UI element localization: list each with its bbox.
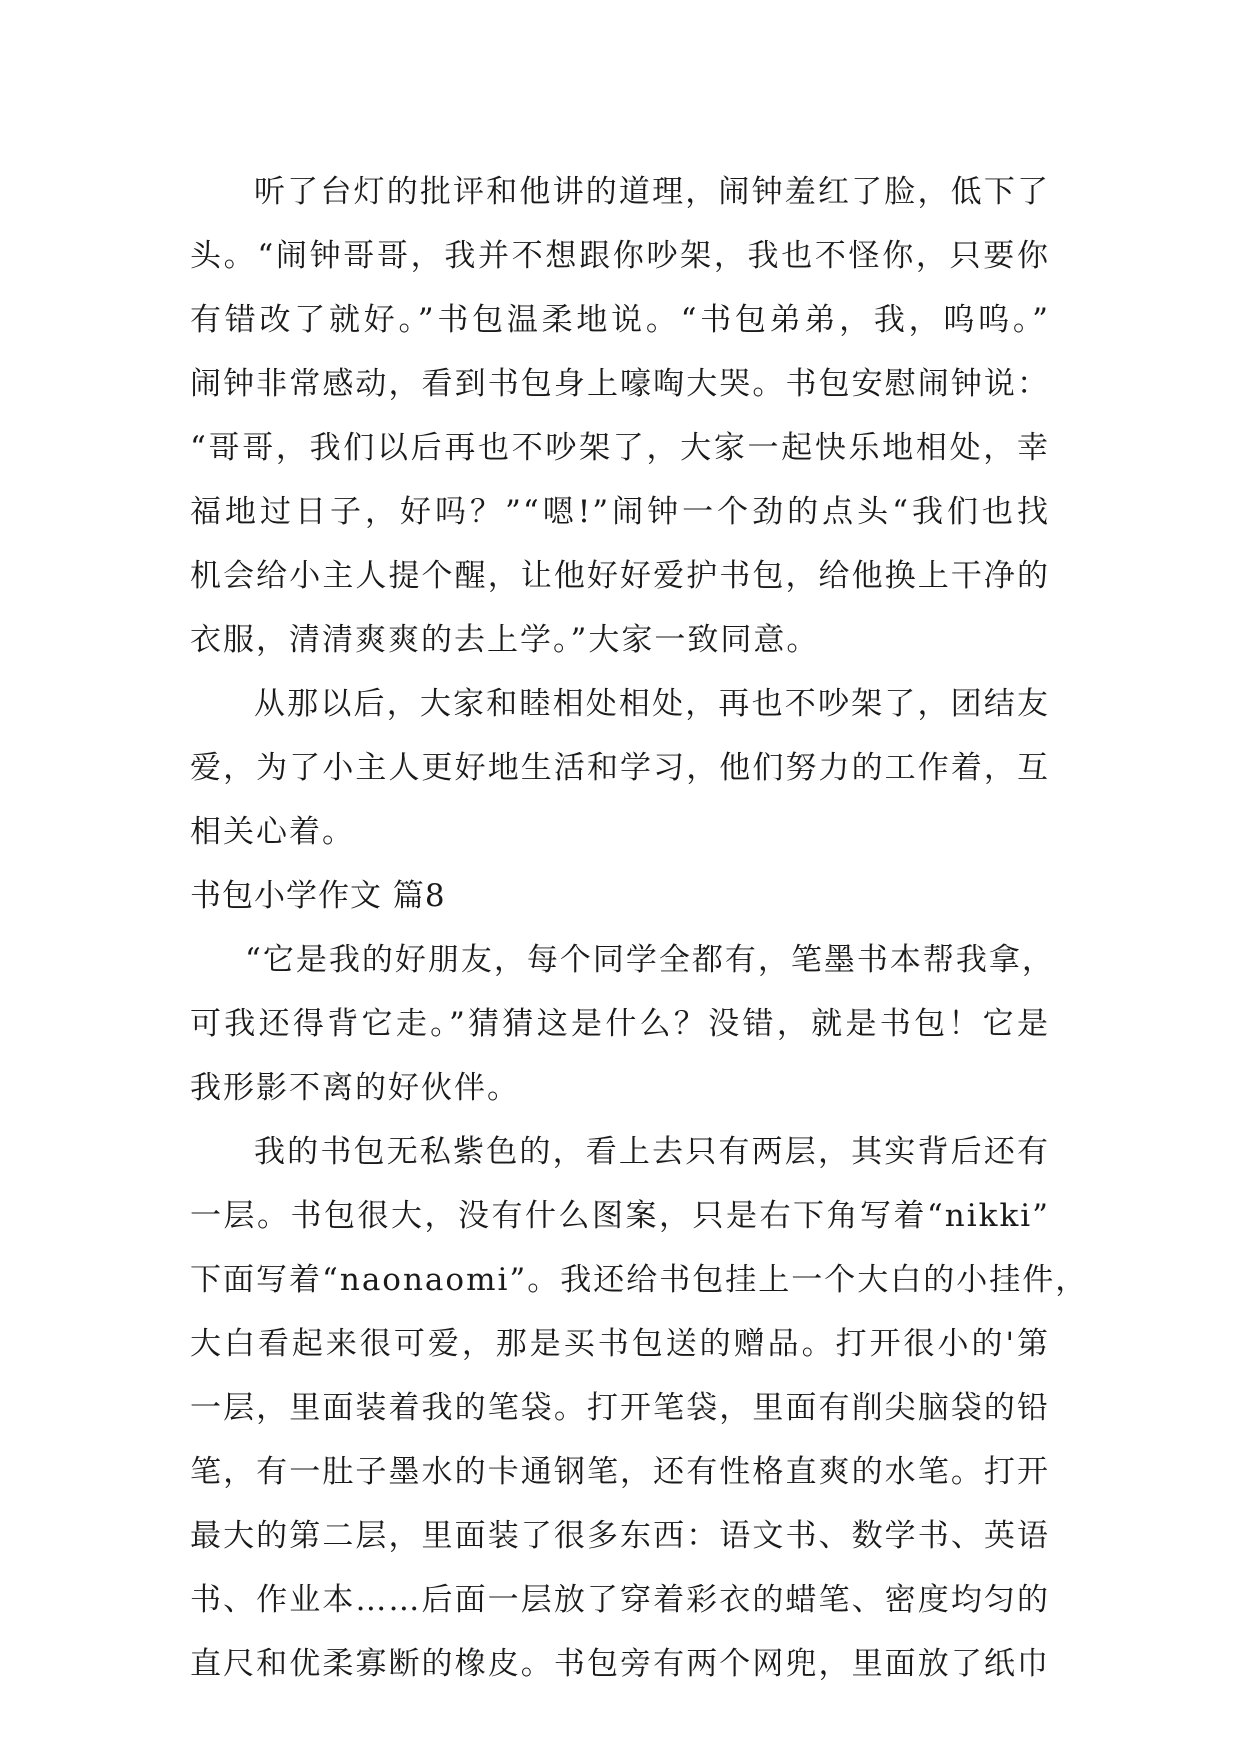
paragraph-line: 闹钟非常感动，看到书包身上嚎啕大哭。书包安慰闹钟说：	[190, 366, 1050, 402]
paragraph-line: “哥哥，我们以后再也不吵架了，大家一起快乐地相处，幸	[190, 430, 1050, 466]
paragraph-4	[190, 1120, 1089, 1696]
paragraph-line: 一层。书包很大，没有什么图案，只是右下角写着“nikki”	[190, 1198, 1050, 1234]
paragraph-line: 福地过日子，好吗？”“嗯!”闹钟一个劲的点头“我们也找	[190, 494, 1050, 530]
paragraph-line: 爱，为了小主人更好地生活和学习，他们努力的工作着，互	[190, 750, 1050, 786]
paragraph-line: 头。“闹钟哥哥，我并不想跟你吵架，我也不怪你，只要你	[190, 238, 1050, 274]
paragraph-line: 最大的第二层，里面装了很多东西：语文书、数学书、英语	[190, 1518, 1050, 1554]
paragraph-line: 从那以后，大家和睦相处相处，再也不吵架了，团结友	[254, 686, 1050, 722]
paragraph-line: 可我还得背它走。”猜猜这是什么？没错，就是书包！它是	[190, 1006, 1050, 1042]
paragraph-line: 有错改了就好。”书包温柔地说。“书包弟弟，我，呜呜。”	[190, 302, 1050, 338]
paragraph-2	[190, 672, 1050, 864]
paragraph-line: 大白看起来很可爱，那是买书包送的赠品。打开很小的'第	[190, 1326, 1050, 1362]
paragraph-line: 相关心着。	[190, 814, 355, 850]
paragraph-line: 笔，有一肚子墨水的卡通钢笔，还有性格直爽的水笔。打开	[190, 1454, 1050, 1490]
paragraph-line: 机会给小主人提个醒，让他好好爱护书包，给他换上干净的	[190, 558, 1050, 594]
paragraph-line: 我的书包无私紫色的，看上去只有两层，其实背后还有	[254, 1134, 1050, 1170]
paragraph-line: 我形影不离的好伙伴。	[190, 1070, 520, 1106]
section-heading: 书包小学作文 篇8	[190, 878, 446, 914]
paragraph-line: 衣服，清清爽爽的去上学。”大家一致同意。	[190, 622, 820, 658]
paragraph-line: 下面写着“naonaomi”。我还给书包挂上一个大白的小挂件，	[190, 1262, 1089, 1298]
paragraph-line: 直尺和优柔寡断的橡皮。书包旁有两个网兜，里面放了纸巾	[190, 1646, 1050, 1682]
paragraph-line: “它是我的好朋友，每个同学全都有，笔墨书本帮我拿，	[245, 942, 1055, 978]
paragraph-3	[190, 928, 1055, 1120]
document-body	[190, 160, 1089, 1696]
paragraph-line: 书、作业本……后面一层放了穿着彩衣的蜡笔、密度均匀的	[190, 1582, 1050, 1618]
paragraph-line: 听了台灯的批评和他讲的道理，闹钟羞红了脸，低下了	[254, 174, 1050, 210]
paragraph-1	[190, 160, 1050, 672]
paragraph-line: 一层，里面装着我的笔袋。打开笔袋，里面有削尖脑袋的铅	[190, 1390, 1050, 1426]
